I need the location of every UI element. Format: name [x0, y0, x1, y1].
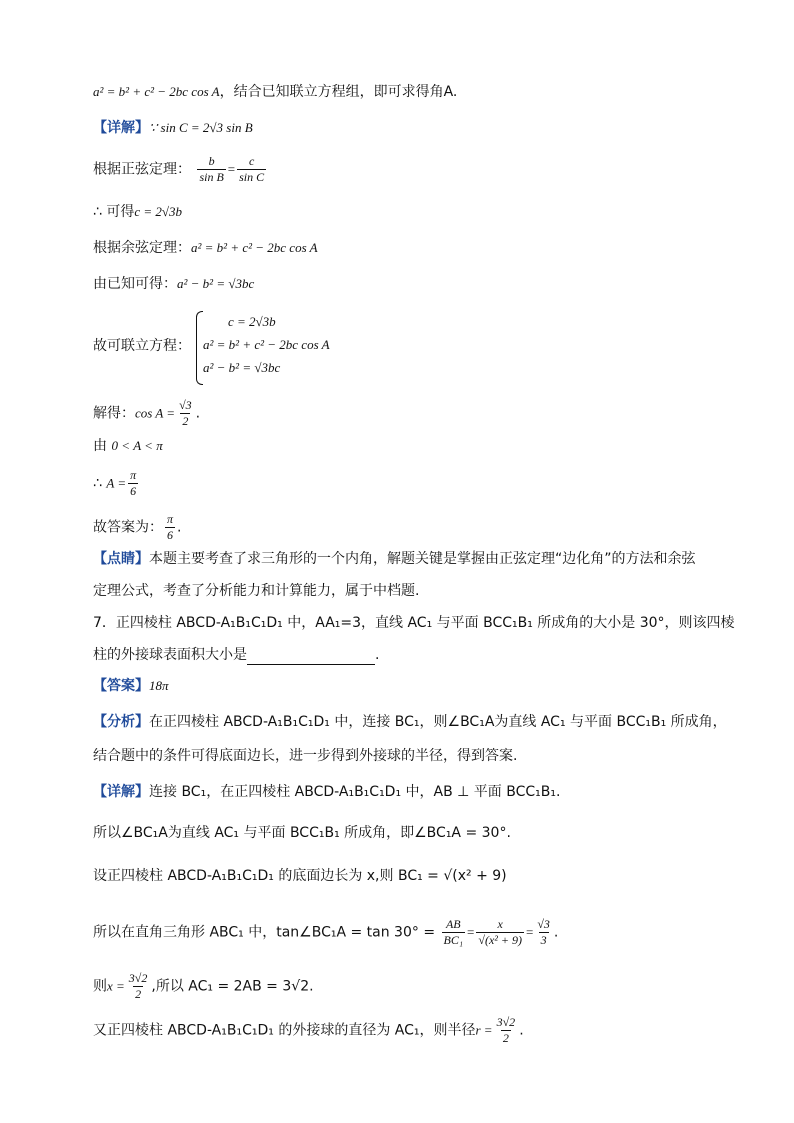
- text: 解得：: [93, 405, 135, 422]
- text: 所以在直角三角形 ABC₁ 中，tan∠BC₁A = tan 30° =: [93, 924, 436, 941]
- text-line: [93, 202, 182, 222]
- text-line: 则x = $\frac{3√2}{2}$ ,所以 AC₁ = 2AB = 3√2.: [93, 971, 314, 1001]
- fraction: $\frac{3√2}{2}$: [128, 971, 148, 1001]
- fraction: $\frac{\pi}{6}$: [130, 468, 137, 498]
- section-tag-detail: 【详解】: [93, 784, 149, 800]
- text-line: [93, 712, 727, 732]
- text: 故可联立方程：: [93, 338, 191, 354]
- math-expression: cos A =: [135, 405, 176, 421]
- text: 定理公式，考查了分析能力和计算能力，属于中档题.: [93, 583, 420, 599]
- section-tag-detail: 【详解】: [93, 120, 149, 136]
- section-tag-comment: 【点睛】: [93, 551, 149, 567]
- text-line: [93, 823, 511, 843]
- fraction: $\frac{AB}{\text{BC₁}}$: [443, 917, 464, 947]
- math-expression: a² = b² + c² − 2bc cos A: [191, 240, 318, 255]
- fraction: $\frac{x}{\text{√(x² + 9)}}$: [478, 917, 522, 947]
- text: ∴: [93, 475, 102, 492]
- text: 则: [93, 978, 107, 995]
- fraction: $\frac{√3}{3}$: [537, 917, 550, 947]
- text-line: [93, 468, 140, 499]
- text: 根据余弦定理：: [93, 240, 191, 256]
- text: 结合题中的条件可得底面边长，进一步得到外接球的半径，得到答案.: [93, 748, 518, 764]
- text-line: [93, 82, 457, 102]
- text: ，结合已知联立方程组，即可求得角A.: [219, 84, 458, 100]
- math-expression: ∵ sin C = 2√3 sin B: [149, 120, 253, 135]
- text-line: [93, 436, 163, 456]
- text: 由已知可得：: [93, 276, 177, 292]
- fraction: $\frac{3√2}{2}$: [496, 1015, 516, 1045]
- text-line: [93, 866, 507, 886]
- equation-row: c = 2√3b: [228, 314, 276, 329]
- text: 本题主要考查了求三角形的一个内角，解题关键是掌握由正弦定理“边化角”的方法和余弦: [149, 551, 696, 567]
- text: 根据正弦定理：: [93, 161, 191, 178]
- text-line: 柱的外接球表面积大小是 .: [93, 647, 380, 663]
- text: 设正四棱柱 ABCD-A₁B₁C₁D₁ 的底面边长为 x,则 BC₁ = √(x² + 9): [93, 868, 507, 884]
- math-expression: a² = b² + c² − 2bc cos A: [93, 84, 220, 99]
- text: 在正四棱柱 ABCD-A₁B₁C₁D₁ 中，连接 BC₁，则∠BC₁A为直线 AC₁ 与平面 BCC₁B₁ 所成角，: [149, 714, 727, 730]
- text: 连接 BC₁，在正四棱柱 ABCD-A₁B₁C₁D₁ 中，AB ⊥ 平面 BCC₁B₁.: [149, 784, 561, 800]
- text-line: [93, 581, 419, 601]
- math-expression: 0 < A < π: [111, 438, 163, 453]
- text-line: [93, 746, 517, 766]
- math-expression: a² − b² = √3bc: [177, 276, 255, 291]
- math-expression: x =: [107, 978, 125, 994]
- text-line: [93, 274, 254, 294]
- text: 7．正四棱柱 ABCD-A₁B₁C₁D₁ 中，AA₁=3，直线 AC₁ 与平面 BCC₁B₁ 所成角的大小是 30°，则该四棱: [93, 615, 735, 631]
- text-line: 所以在直角三角形 ABC₁ 中，tan∠BC₁A = tan 30° = $\frac{AB}{\text{BC₁}}$ = $\frac{x}{\text{√(x² + 9)}}$ = $\frac{√3}{3}$ .: [93, 917, 559, 947]
- section-tag-analysis: 【分析】: [93, 714, 149, 730]
- text-line: [93, 782, 560, 802]
- text-line: 解得：cos A = $\frac{√3}{2}$ .: [93, 398, 201, 428]
- text-line: [93, 118, 253, 138]
- text-line: 故答案为： $\frac{\pi}{6}$ .: [93, 512, 182, 542]
- fraction: $\frac{b}{\text{sin B}}$: [199, 154, 224, 184]
- answer-value: 18π: [149, 678, 169, 693]
- equation-row: a² − b² = √3bc: [203, 360, 281, 375]
- section-tag-answer: 【答案】: [93, 678, 149, 694]
- text-line: [93, 336, 191, 356]
- math-expression: A =: [106, 475, 127, 491]
- fraction: $\frac{√3}{2}$: [179, 398, 192, 428]
- text: 又正四棱柱 ABCD-A₁B₁C₁D₁ 的外接球的直径为 AC₁，则半径: [93, 1022, 476, 1039]
- problem-7-statement: [93, 613, 735, 633]
- answer-blank: [247, 650, 375, 665]
- math-expression: c = 2√3b: [134, 204, 183, 219]
- text: 所以∠BC₁A为直线 AC₁ 与平面 BCC₁B₁ 所成角，即∠BC₁A = 30°.: [93, 825, 511, 841]
- text: ∴ 可得: [93, 204, 135, 220]
- fraction: $\frac{\pi}{6}$: [167, 512, 174, 542]
- brace: [196, 311, 203, 385]
- text: 柱的外接球表面积大小是: [93, 647, 247, 663]
- text-line: 根据正弦定理： $\frac{b}{\text{sin B}}$ = $\frac{c}{\text{sin C}}$: [93, 154, 265, 184]
- text-line: 又正四棱柱 ABCD-A₁B₁C₁D₁ 的外接球的直径为 AC₁，则半径r = $\frac{3√2}{2}$ .: [93, 1015, 524, 1045]
- text-line: [93, 549, 696, 569]
- text: 故答案为：: [93, 519, 163, 536]
- text: 由: [93, 438, 107, 454]
- math-expression: r =: [475, 1022, 493, 1038]
- text-line: [93, 676, 169, 696]
- text-line: [93, 238, 318, 258]
- equation-row: a² = b² + c² − 2bc cos A: [203, 337, 330, 352]
- fraction: $\frac{c}{\text{sin C}}$: [239, 154, 265, 184]
